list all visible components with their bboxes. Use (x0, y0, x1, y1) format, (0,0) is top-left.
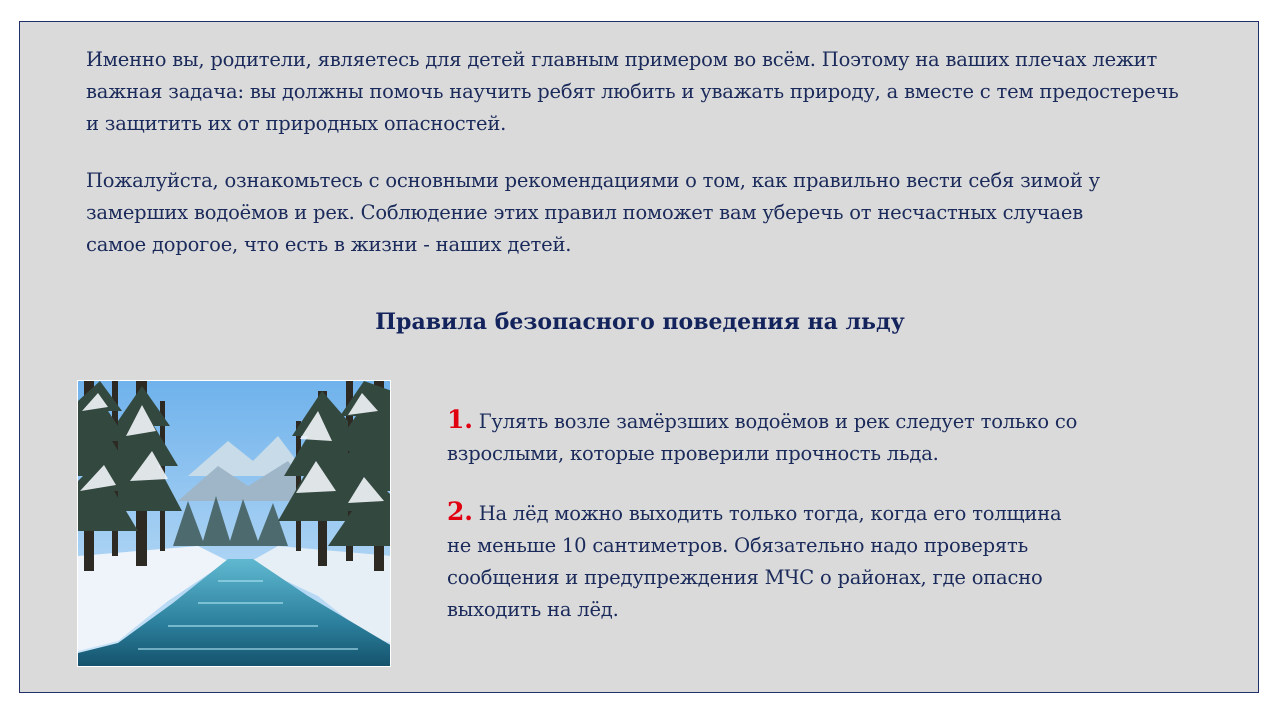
rule-number: 1. (447, 405, 473, 434)
rules-list (447, 404, 1087, 652)
content-panel (19, 21, 1259, 693)
winter-river-image (77, 380, 391, 667)
rule-item (447, 404, 1087, 470)
section-title: Правила безопасного поведения на льду (375, 309, 905, 335)
rule-text: Гулять возле замёрзших водоёмов и рек следует только со взрослыми, которые проверили прочность льда. (447, 410, 1078, 465)
rule-text: На лёд можно выходить только тогда, когда его толщина не меньше 10 сантиметров. Обязательно надо проверять сообщения и предупреждения МЧС о районах, где опасно выходить на лёд. (447, 502, 1062, 621)
intro-paragraph-2: Пожалуйста, ознакомьтесь с основными рекомендациями о том, как правильно вести себя зимой у замерших водоёмов и рек. Соблюдение этих правил поможет вам уберечь от несчастных случаев самое дорогое, что есть в жизни - наших детей. (86, 169, 1100, 256)
intro-paragraph-1: Именно вы, родители, являетесь для детей главным примером во всём. Поэтому на ваших плечах лежит важная задача: вы должны помочь научить ребят любить и уважать природу, а вместе с тем предостеречь и защитить их от природных опасностей. (86, 48, 1179, 135)
rule-item (447, 496, 1087, 626)
rule-number: 2. (447, 497, 473, 526)
